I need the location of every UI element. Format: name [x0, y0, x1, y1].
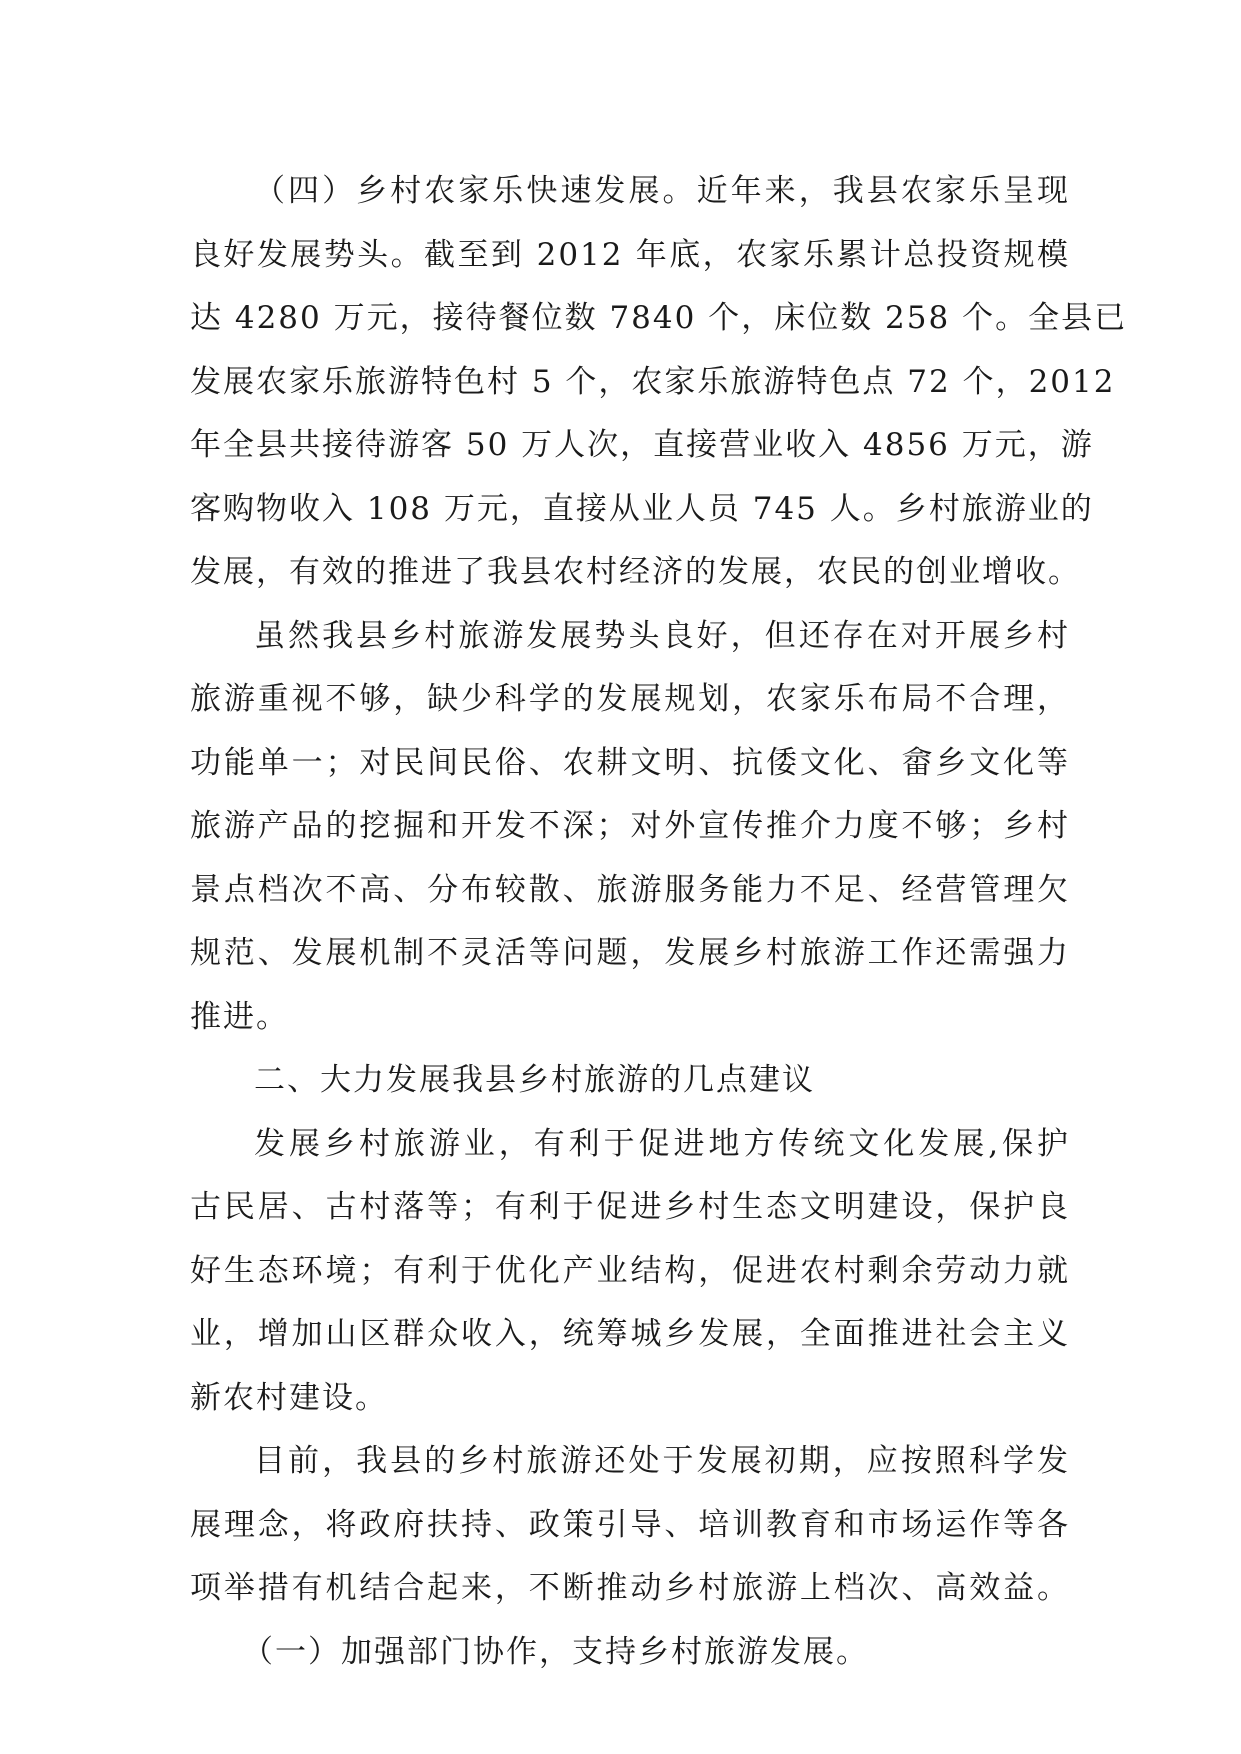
text-line: 展理念，将政府扶持、政策引导、培训教育和市场运作等各 — [190, 1506, 1070, 1543]
text-line: 古民居、古村落等；有利于促进乡村生态文明建设，保护良 — [190, 1189, 1070, 1225]
section-heading: 二、大力发展我县乡村旅游的几点建议 — [254, 1062, 815, 1098]
text-line: 达 4280 万元，接待餐位数 7840 个，床位数 258 个。全县已 — [190, 300, 1128, 336]
text-line: 年全县共接待游客 50 万人次，直接营业收入 4856 万元，游 — [190, 427, 1094, 463]
text-line: 发展农家乐旅游特色村 5 个，农家乐旅游特色点 72 个，2012 — [190, 363, 1116, 400]
text-line: 发展，有效的推进了我县农村经济的发展，农民的创业增收。 — [190, 554, 1081, 590]
text-line: 发展乡村旅游业，有利于促进地方传统文化发展,保护 — [254, 1125, 1070, 1162]
text-line: 目前，我县的乡村旅游还处于发展初期，应按照科学发 — [254, 1443, 1070, 1479]
text-line: 规范、发展机制不灵活等问题，发展乡村旅游工作还需强力 — [190, 935, 1070, 971]
text-line: 客购物收入 108 万元，直接从业人员 745 人。乡村旅游业的 — [190, 490, 1094, 527]
text-line: 景点档次不高、分布较散、旅游服务能力不足、经营管理欠 — [190, 871, 1070, 908]
text-line: 好生态环境；有利于优化产业结构，促进农村剩余劳动力就 — [190, 1252, 1070, 1289]
text-line: 虽然我县乡村旅游发展势头良好，但还存在对开展乡村 — [254, 617, 1070, 654]
text-line: 新农村建设。 — [190, 1379, 388, 1416]
text-line: 功能单一；对民间民俗、农耕文明、抗倭文化、畲乡文化等 — [190, 744, 1070, 781]
text-line: 业，增加山区群众收入，统筹城乡发展，全面推进社会主义 — [190, 1316, 1070, 1352]
text-line: 旅游产品的挖掘和开发不深；对外宣传推介力度不够；乡村 — [190, 808, 1070, 844]
text-line: 项举措有机结合起来，不断推动乡村旅游上档次、高效益。 — [190, 1570, 1070, 1606]
text-line: （四）乡村农家乐快速发展。近年来，我县农家乐呈现 — [254, 173, 1070, 209]
subsection-heading: （一）加强部门协作，支持乡村旅游发展。 — [242, 1633, 869, 1670]
text-line: 良好发展势头。截至到 2012 年底，农家乐累计总投资规模 — [190, 236, 1070, 273]
text-line: 推进。 — [190, 998, 289, 1035]
document-body — [190, 160, 1128, 1684]
text-line: 旅游重视不够，缺少科学的发展规划，农家乐布局不合理， — [190, 681, 1070, 717]
